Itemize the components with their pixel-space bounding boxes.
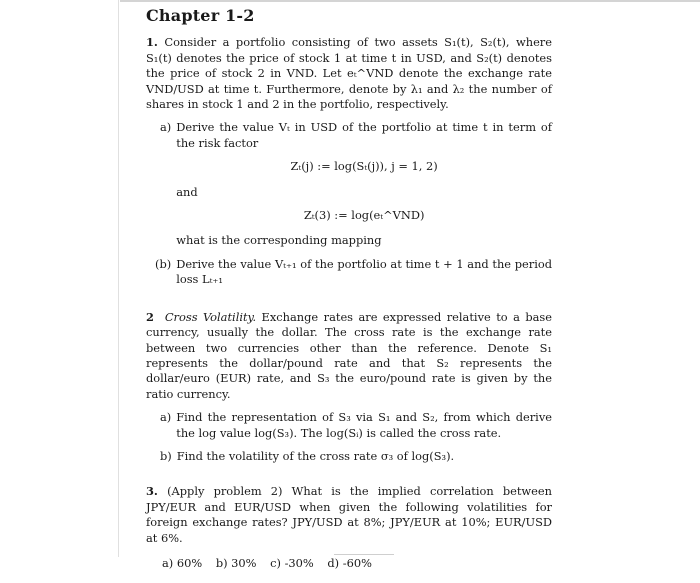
- answer-options: [162, 556, 552, 571]
- problem-1-part-b-text: Derive the value Vₜ₊₁ of the portfolio at time t + 1 and the period loss Lₜ₊₁: [176, 256, 552, 287]
- document-page: [146, 8, 552, 583]
- problem-1-part-a-text: Derive the value Vₜ in USD of the portfolio at time t in term of the risk factor: [176, 120, 552, 150]
- frame-left-edge: [118, 0, 119, 557]
- problem-3: [146, 484, 552, 571]
- option-b: b) 30%: [215, 555, 257, 570]
- problem-1-intro: [146, 35, 552, 112]
- formula-exchange-rate: Zₜ(3) := log(eₜ^VND): [303, 208, 425, 223]
- formula-risk-factor: Zₜ(j) := log(Sₜ(j)), j = 1, 2): [290, 159, 438, 174]
- problem-1-part-a: [160, 120, 552, 248]
- problem-1-part-a-label: a): [160, 120, 172, 135]
- chapter-title: Chapter 1-2: [146, 6, 255, 25]
- problem-2-text: Exchange rates are expressed relative to a base currency, usually the dollar. The cross rate is the exchange rate between two currencies other than the reference. Denote S₁ represents the dollar/pound rate and that S₂ represents the dollar/euro (EUR) rate, and S₃ the euro/pound rate is given by the ratio currency.: [146, 309, 552, 401]
- bottom-rule: [334, 554, 394, 555]
- option-d: d) -60%: [327, 555, 372, 570]
- problem-1-number: 1.: [146, 35, 158, 50]
- problem-1-text: Consider a portfolio consisting of two assets S₁(t), S₂(t), where S₁(t) denotes the price of stock 1 at time t in USD, and S₂(t) denotes the price of stock 2 in VND. Let eₜ^VND denote the exchange rate VND/USD at time t. Furthermore, denote by λ₁ and λ₂ the number of shares in stock 1 and 2 in the portfolio, respectively.: [146, 35, 552, 112]
- option-c: c) -30%: [270, 555, 314, 570]
- problem-2-part-a-text: Find the representation of S₃ via S₁ and S₂, from which derive the log value log(S₃). The log(Sᵢ) is called the cross rate.: [176, 410, 552, 440]
- problem-1-part-a-tail: what is the corresponding mapping: [176, 233, 382, 248]
- problem-3-number: 3.: [146, 484, 158, 499]
- problem-2-part-b-text: Find the volatility of the cross rate σ₃ of log(S₃).: [176, 448, 455, 463]
- problem-3-intro: [146, 484, 552, 546]
- frame-top-edge: [120, 0, 700, 2]
- problem-2-part-a-label: a): [160, 410, 172, 425]
- problem-2-part-b: [160, 449, 552, 464]
- problem-1-part-b: [155, 257, 552, 288]
- problem-3-text: (Apply problem 2) What is the implied correlation between JPY/EUR and EUR/USD when given the following volatilities for foreign exchange rates? JPY/USD at 8%; JPY/EUR at 10%; EUR/USD at 6%.: [146, 484, 553, 545]
- problem-2-number: 2: [146, 309, 154, 324]
- and-text: and: [176, 184, 198, 199]
- problem-2-part-b-label: b): [160, 448, 172, 463]
- problem-2-part-a: [160, 410, 552, 441]
- option-a: a) 60%: [162, 555, 203, 570]
- problem-2-intro: [146, 310, 552, 402]
- problem-1-part-b-label: (b): [155, 256, 172, 271]
- problem-2-title: Cross Volatility.: [164, 309, 257, 324]
- problem-1: [146, 35, 552, 287]
- problem-2: [146, 310, 552, 465]
